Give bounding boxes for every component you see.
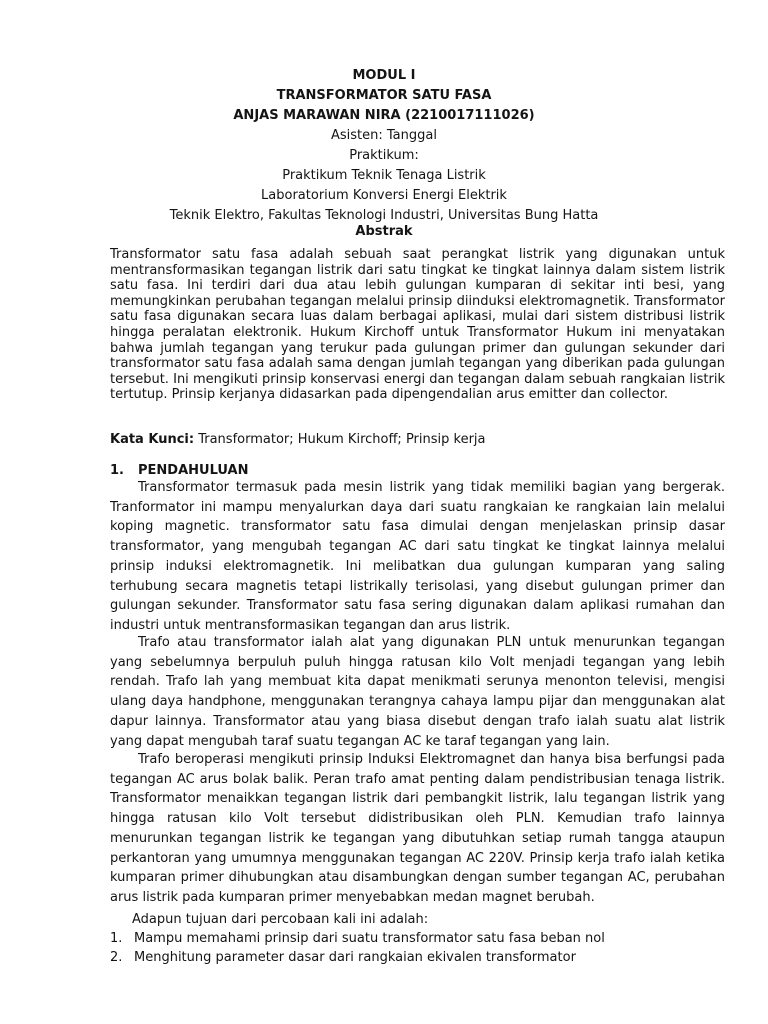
- keywords-value: Transformator; Hukum Kirchoff; Prinsip kerja: [198, 432, 486, 447]
- list-item-number: 2.: [110, 950, 123, 965]
- module-label: MODUL I: [352, 68, 416, 83]
- list-item-number: 1.: [110, 931, 123, 946]
- intro-paragraph-2: Trafo atau transformator ialah alat yang digunakan PLN untuk menurunkan tegangan yang sebelumnya berpuluh puluh hingga ratusan kilo Volt menjadi tegangan yang lebih rendah. Trafo lah yang membuat kita dapat menikmati serunya menonton televisi, mengisi ulang daya handphone, menggunakan terangnya cahaya lampu pijar dan menggunakan alat dapur lainnya. Transformator atau yang biasa disebut dengan trafo ialah suatu alat listrik yang dapat mengubah taraf suatu tegangan AC ke taraf tegangan yang lain.: [110, 635, 725, 749]
- aims-intro: Adapun tujuan dari percobaan kali ini adalah:: [132, 912, 429, 927]
- abstract-heading: Abstrak: [355, 224, 413, 239]
- list-item: [110, 929, 725, 948]
- intro-paragraph-3: Trafo beroperasi mengikuti prinsip Induksi Elektromagnet dan hanya bisa berfungsi pada tegangan AC arus bolak balik. Peran trafo amat penting dalam pendistribusian tenaga listrik. Transformator menaikkan tegangan listrik dari pembangkit listrik, lalu tegangan listrik yang hingga ratusan kilo Volt tersebut didistribusikan oleh PLN. Kemudian trafo lainnya menurunkan tegangan listrik ke tegangan yang dibutuhkan setiap rumah tangga ataupun perkantoran yang umumnya menggunakan tegangan AC 220V. Prinsip kerja trafo ialah ketika kumparan primer dihubungkan atau disambungkan dengan sumber tegangan AC, perubahan arus listrik pada kumparan primer menyebabkan medan magnet berubah.: [110, 752, 725, 905]
- list-item: [110, 948, 725, 967]
- list-item-text: Menghitung parameter dasar dari rangkaian ekivalen transformator: [134, 950, 576, 965]
- author-line: ANJAS MARAWAN NIRA (2210017111026): [233, 108, 535, 123]
- list-item-text: Mampu memahami prinsip dari suatu transformator satu fasa beban nol: [134, 931, 605, 946]
- assistant-line: Asisten: Tanggal: [331, 128, 437, 143]
- affiliation-line: Teknik Elektro, Fakultas Teknologi Industri, Universitas Bung Hatta: [169, 208, 599, 223]
- praktikum-name: Praktikum Teknik Tenaga Listrik: [282, 168, 486, 183]
- keywords-line: [110, 431, 725, 449]
- section-title: PENDAHULUAN: [138, 463, 249, 478]
- section-number: 1.: [110, 463, 124, 478]
- intro-paragraph-1: Transformator termasuk pada mesin listrik yang tidak memiliki bagian yang bergerak. Tranformator ini mampu menyalurkan daya dari suatu rangkaian ke rangkaian lain melalui koping magnetic. transformator satu fasa dimulai dengan menjelaskan prinsip dasar transformator, yang mengubah tegangan AC dari satu tingkat ke tingkat lainnya melalui prinsip induksi elektromagnetik. Ini melibatkan dua gulungan kumparan yang saling terhubung secara magnetis tetapi listrikally terisolasi, yang disebut gulungan primer dan gulungan sekunder. Transformator satu fasa sering digunakan dalam aplikasi rumahan dan industri untuk mentransformasikan tegangan dan arus listrik.: [110, 480, 725, 633]
- aims-list: [110, 929, 725, 967]
- praktikum-label: Praktikum:: [349, 148, 419, 163]
- abstract-body: Transformator satu fasa adalah sebuah saat perangkat listrik yang digunakan untuk mentransformasikan tegangan listrik dari satu tingkat ke tingkat lainnya dalam sistem listrik satu fasa. Ini terdiri dari dua atau lebih gulungan kumparan di sekitar inti besi, yang memungkinkan perubahan tegangan melalui prinsip diinduksi elektromagnetik. Transformator satu fasa digunakan secara luas dalam berbagai aplikasi, mulai dari sistem distribusi listrik hingga peralatan elektronik. Hukum Kirchoff untuk Transformator Hukum ini menyatakan bahwa jumlah tegangan yang terukur pada gulungan primer dan gulungan sekunder dari transformator satu fasa adalah sama dengan jumlah tegangan yang diberikan pada gulungan tersebut. Ini mengikuti prinsip konservasi energi dan tegangan dalam sebuah rangkaian listrik tertutup. Prinsip kerjanya didasarkan pada dipengendalian arus emitter dan collector.: [110, 247, 725, 403]
- laboratory-line: Laboratorium Konversi Energi Elektrik: [261, 188, 507, 203]
- keywords-label: Kata Kunci:: [110, 432, 195, 447]
- document-header: [0, 66, 768, 226]
- document-title: TRANSFORMATOR SATU FASA: [276, 88, 492, 103]
